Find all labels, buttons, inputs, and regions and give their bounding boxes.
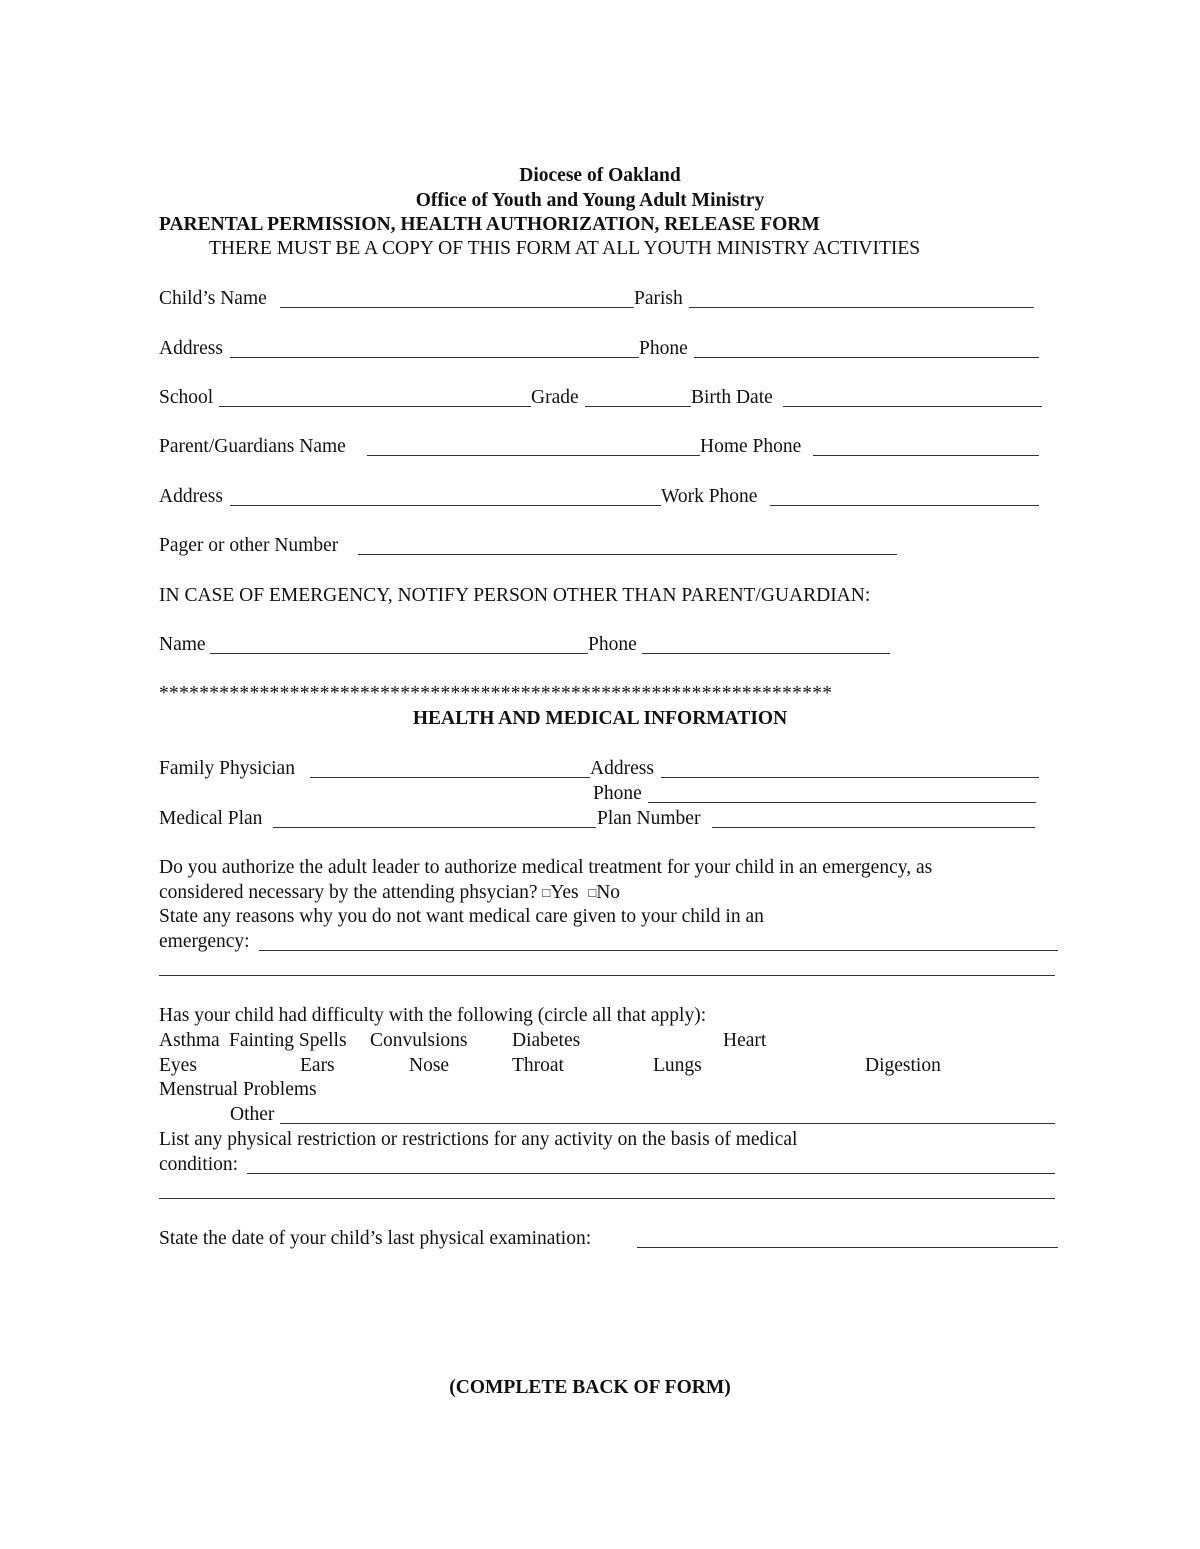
child-name-label: Child’s Name [159,288,267,309]
pager-field[interactable] [358,554,897,555]
restrictions-question: List any physical restriction or restrictions for any activity on the basis of medical [159,1129,798,1150]
condition-asthma[interactable]: Asthma [159,1030,220,1051]
physician-phone-label: Phone [593,783,642,804]
school-label: School [159,387,214,408]
reasons-field-continuation[interactable] [159,975,1055,976]
grade-label: Grade [531,387,579,408]
parent-name-label: Parent/Guardians Name [159,436,346,457]
emergency-phone-label: Phone [588,634,637,655]
condition-heart[interactable]: Heart [723,1030,767,1051]
condition-digestion[interactable]: Digestion [865,1055,941,1076]
parish-field[interactable] [689,307,1034,308]
child-phone-field[interactable] [694,357,1039,358]
restrictions-field[interactable] [247,1173,1055,1174]
emergency-heading: IN CASE OF EMERGENCY, NOTIFY PERSON OTHER THAN PARENT/GUARDIAN: [159,585,871,606]
other-label: Other [230,1104,275,1125]
yes-label: Yes [550,882,579,903]
authorize-question-text: considered necessary by the attending phsycian? [159,882,538,903]
condition-diabetes[interactable]: Diabetes [512,1030,581,1051]
last-exam-field[interactable] [637,1247,1058,1248]
no-checkbox[interactable]: □ [588,885,597,900]
child-phone-label: Phone [639,338,688,359]
child-address-label: Address [159,338,223,359]
condition-ears[interactable]: Ears [300,1055,335,1076]
parent-name-field[interactable] [367,455,700,456]
birth-date-label: Birth Date [691,387,773,408]
condition-convulsions[interactable]: Convulsions [370,1030,468,1051]
plan-number-label: Plan Number [597,808,701,829]
condition-throat[interactable]: Throat [512,1055,564,1076]
org-title: Diocese of Oakland [519,165,681,186]
medical-plan-field[interactable] [273,827,596,828]
parish-label: Parish [634,288,683,309]
parent-address-field[interactable] [230,505,661,506]
physician-phone-field[interactable] [648,802,1036,803]
restrictions-label: condition: [159,1154,239,1175]
reasons-question: State any reasons why you do not want medical care given to your child in an [159,906,764,927]
condition-nose[interactable]: Nose [409,1055,450,1076]
physician-address-label: Address [590,758,654,779]
condition-eyes[interactable]: Eyes [159,1055,197,1076]
last-exam-label: State the date of your child’s last physical examination: [159,1228,592,1249]
physician-label: Family Physician [159,758,295,779]
parent-address-label: Address [159,486,223,507]
child-name-field[interactable] [280,307,634,308]
yes-checkbox[interactable]: □ [542,885,551,900]
authorize-question-line2 [159,882,620,905]
grade-field[interactable] [585,406,691,407]
office-title: Office of Youth and Young Adult Ministry [415,190,765,211]
condition-menstrual-problems[interactable]: Menstrual Problems [159,1079,317,1100]
asterisk-divider: ******************************************************************* [159,683,833,704]
emergency-phone-field[interactable] [642,653,890,654]
restrictions-field-continuation[interactable] [159,1198,1055,1199]
authorize-question-line1: Do you authorize the adult leader to authorize medical treatment for your child in an emergency, as [159,857,933,878]
other-field[interactable] [280,1123,1055,1124]
pager-label: Pager or other Number [159,535,339,556]
reasons-label: emergency: [159,931,250,952]
condition-lungs[interactable]: Lungs [653,1055,702,1076]
school-field[interactable] [219,406,531,407]
emergency-name-field[interactable] [210,653,588,654]
home-phone-field[interactable] [813,455,1039,456]
physician-field[interactable] [310,777,590,778]
reasons-field[interactable] [259,950,1058,951]
medical-plan-label: Medical Plan [159,808,263,829]
difficulty-question: Has your child had difficulty with the following (circle all that apply): [159,1005,707,1026]
form-title: PARENTAL PERMISSION, HEALTH AUTHORIZATION, RELEASE FORM [159,214,820,235]
home-phone-label: Home Phone [700,436,802,457]
plan-number-field[interactable] [712,827,1035,828]
birth-date-field[interactable] [783,406,1042,407]
work-phone-field[interactable] [770,505,1039,506]
child-address-field[interactable] [230,357,639,358]
health-heading: HEALTH AND MEDICAL INFORMATION [412,708,788,729]
notice-text: THERE MUST BE A COPY OF THIS FORM AT ALL YOUTH MINISTRY ACTIVITIES [209,238,921,259]
no-label: No [596,882,621,903]
condition-fainting-spells[interactable]: Fainting Spells [229,1030,347,1051]
complete-back-notice: (COMPLETE BACK OF FORM) [449,1377,731,1398]
work-phone-label: Work Phone [661,486,758,507]
physician-address-field[interactable] [661,777,1039,778]
emergency-name-label: Name [159,634,206,655]
